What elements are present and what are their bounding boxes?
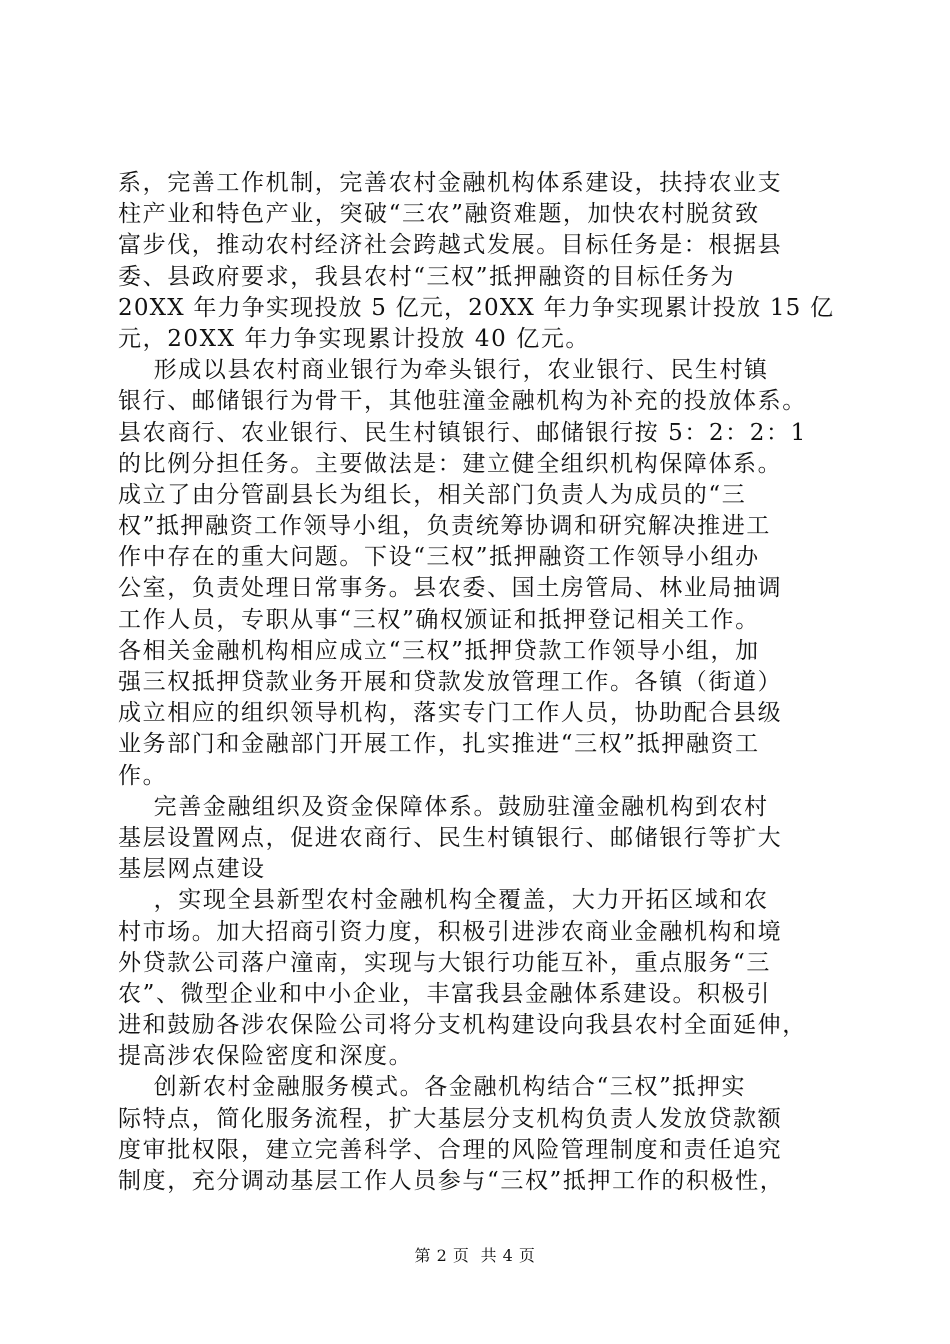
- text-line: 作中存在的重大问题。下设“三权”抵押融资工作领导小组办: [118, 544, 760, 571]
- text-line: 县农商行、农业银行、民生村镇银行、邮储银行按 5：2：2：1: [118, 419, 807, 446]
- text-line: 业务部门和金融部门开展工作，扎实推进“三权”抵押融资工: [118, 731, 760, 758]
- text-line: 提高涉农保险密度和深度。: [118, 1043, 414, 1070]
- text-line: 外贷款公司落户潼南，实现与大银行功能互补，重点服务“三: [118, 949, 771, 976]
- text-line: 村市场。加大招商引资力度，积极引进涉农商业金融机构和境: [118, 918, 783, 945]
- text-line: 基层设置网点，促进农商行、民生村镇银行、邮储银行等扩大: [118, 824, 783, 851]
- text-line: 各相关金融机构相应成立“三权”抵押贷款工作领导小组，加: [118, 637, 760, 664]
- text-line: 创新农村金融服务模式。各金融机构结合“三权”抵押实: [118, 1074, 747, 1101]
- text-line: 公室，负责处理日常事务。县农委、国土房管局、林业局抽调: [118, 575, 783, 602]
- text-line: 富步伐，推动农村经济社会跨越式发展。目标任务是：根据县: [118, 232, 783, 259]
- text-line: 际特点，简化服务流程，扩大基层分支机构负责人发放贷款额: [118, 1105, 783, 1132]
- text-line: 进和鼓励各涉农保险公司将分支机构建设向我县农村全面延伸，: [118, 1012, 807, 1039]
- text-line: 作。: [118, 762, 168, 789]
- text-line: 度审批权限，建立完善科学、合理的风险管理制度和责任追究: [118, 1136, 783, 1163]
- body-text: [118, 168, 838, 1197]
- text-line: 20XX 年力争实现投放 5 亿元，20XX 年力争实现累计投放 15 亿: [118, 294, 835, 321]
- text-line: 委、县政府要求，我县农村“三权”抵押融资的目标任务为: [118, 263, 736, 290]
- text-line: 银行、邮储银行为骨干，其他驻潼金融机构为补充的投放体系。: [118, 388, 807, 415]
- text-line: 成立了由分管副县长为组长，相关部门负责人为成员的“三: [118, 481, 747, 508]
- text-line: 形成以县农村商业银行为牵头银行，农业银行、民生村镇: [118, 357, 769, 384]
- text-line: 柱产业和特色产业，突破“三农”融资难题，加快农村脱贫致: [118, 201, 760, 228]
- text-line: 强三权抵押贷款业务开展和贷款发放管理工作。各镇（街道）: [118, 669, 783, 695]
- text-line: 基层网点建设: [118, 856, 266, 883]
- text-line: 系，完善工作机制，完善农村金融机构体系建设，扶持农业支: [118, 170, 783, 196]
- text-line: 的比例分担任务。主要做法是：建立健全组织机构保障体系。: [118, 450, 783, 477]
- text-line: 完善金融组织及资金保障体系。鼓励驻潼金融机构到农村: [118, 793, 769, 820]
- page-footer: 第 2 页 共 4 页: [414, 1246, 536, 1265]
- text-line: 农”、微型企业和中小企业，丰富我县金融体系建设。积极引: [118, 980, 771, 1007]
- text-line: 成立相应的组织领导机构，落实专门工作人员，协助配合县级: [118, 700, 783, 727]
- text-line: 制度，充分调动基层工作人员参与“三权”抵押工作的积极性，: [118, 1168, 785, 1194]
- text-line: 工作人员，专职从事“三权”确权颁证和抵押登记相关工作。: [118, 606, 760, 633]
- text-line: 元，20XX 年力争实现累计投放 40 亿元。: [118, 325, 591, 352]
- text-line: ，实现全县新型农村金融机构全覆盖，大力开拓区域和农: [118, 887, 769, 914]
- text-line: 权”抵押融资工作领导小组，负责统筹协调和研究解决推进工: [118, 513, 771, 540]
